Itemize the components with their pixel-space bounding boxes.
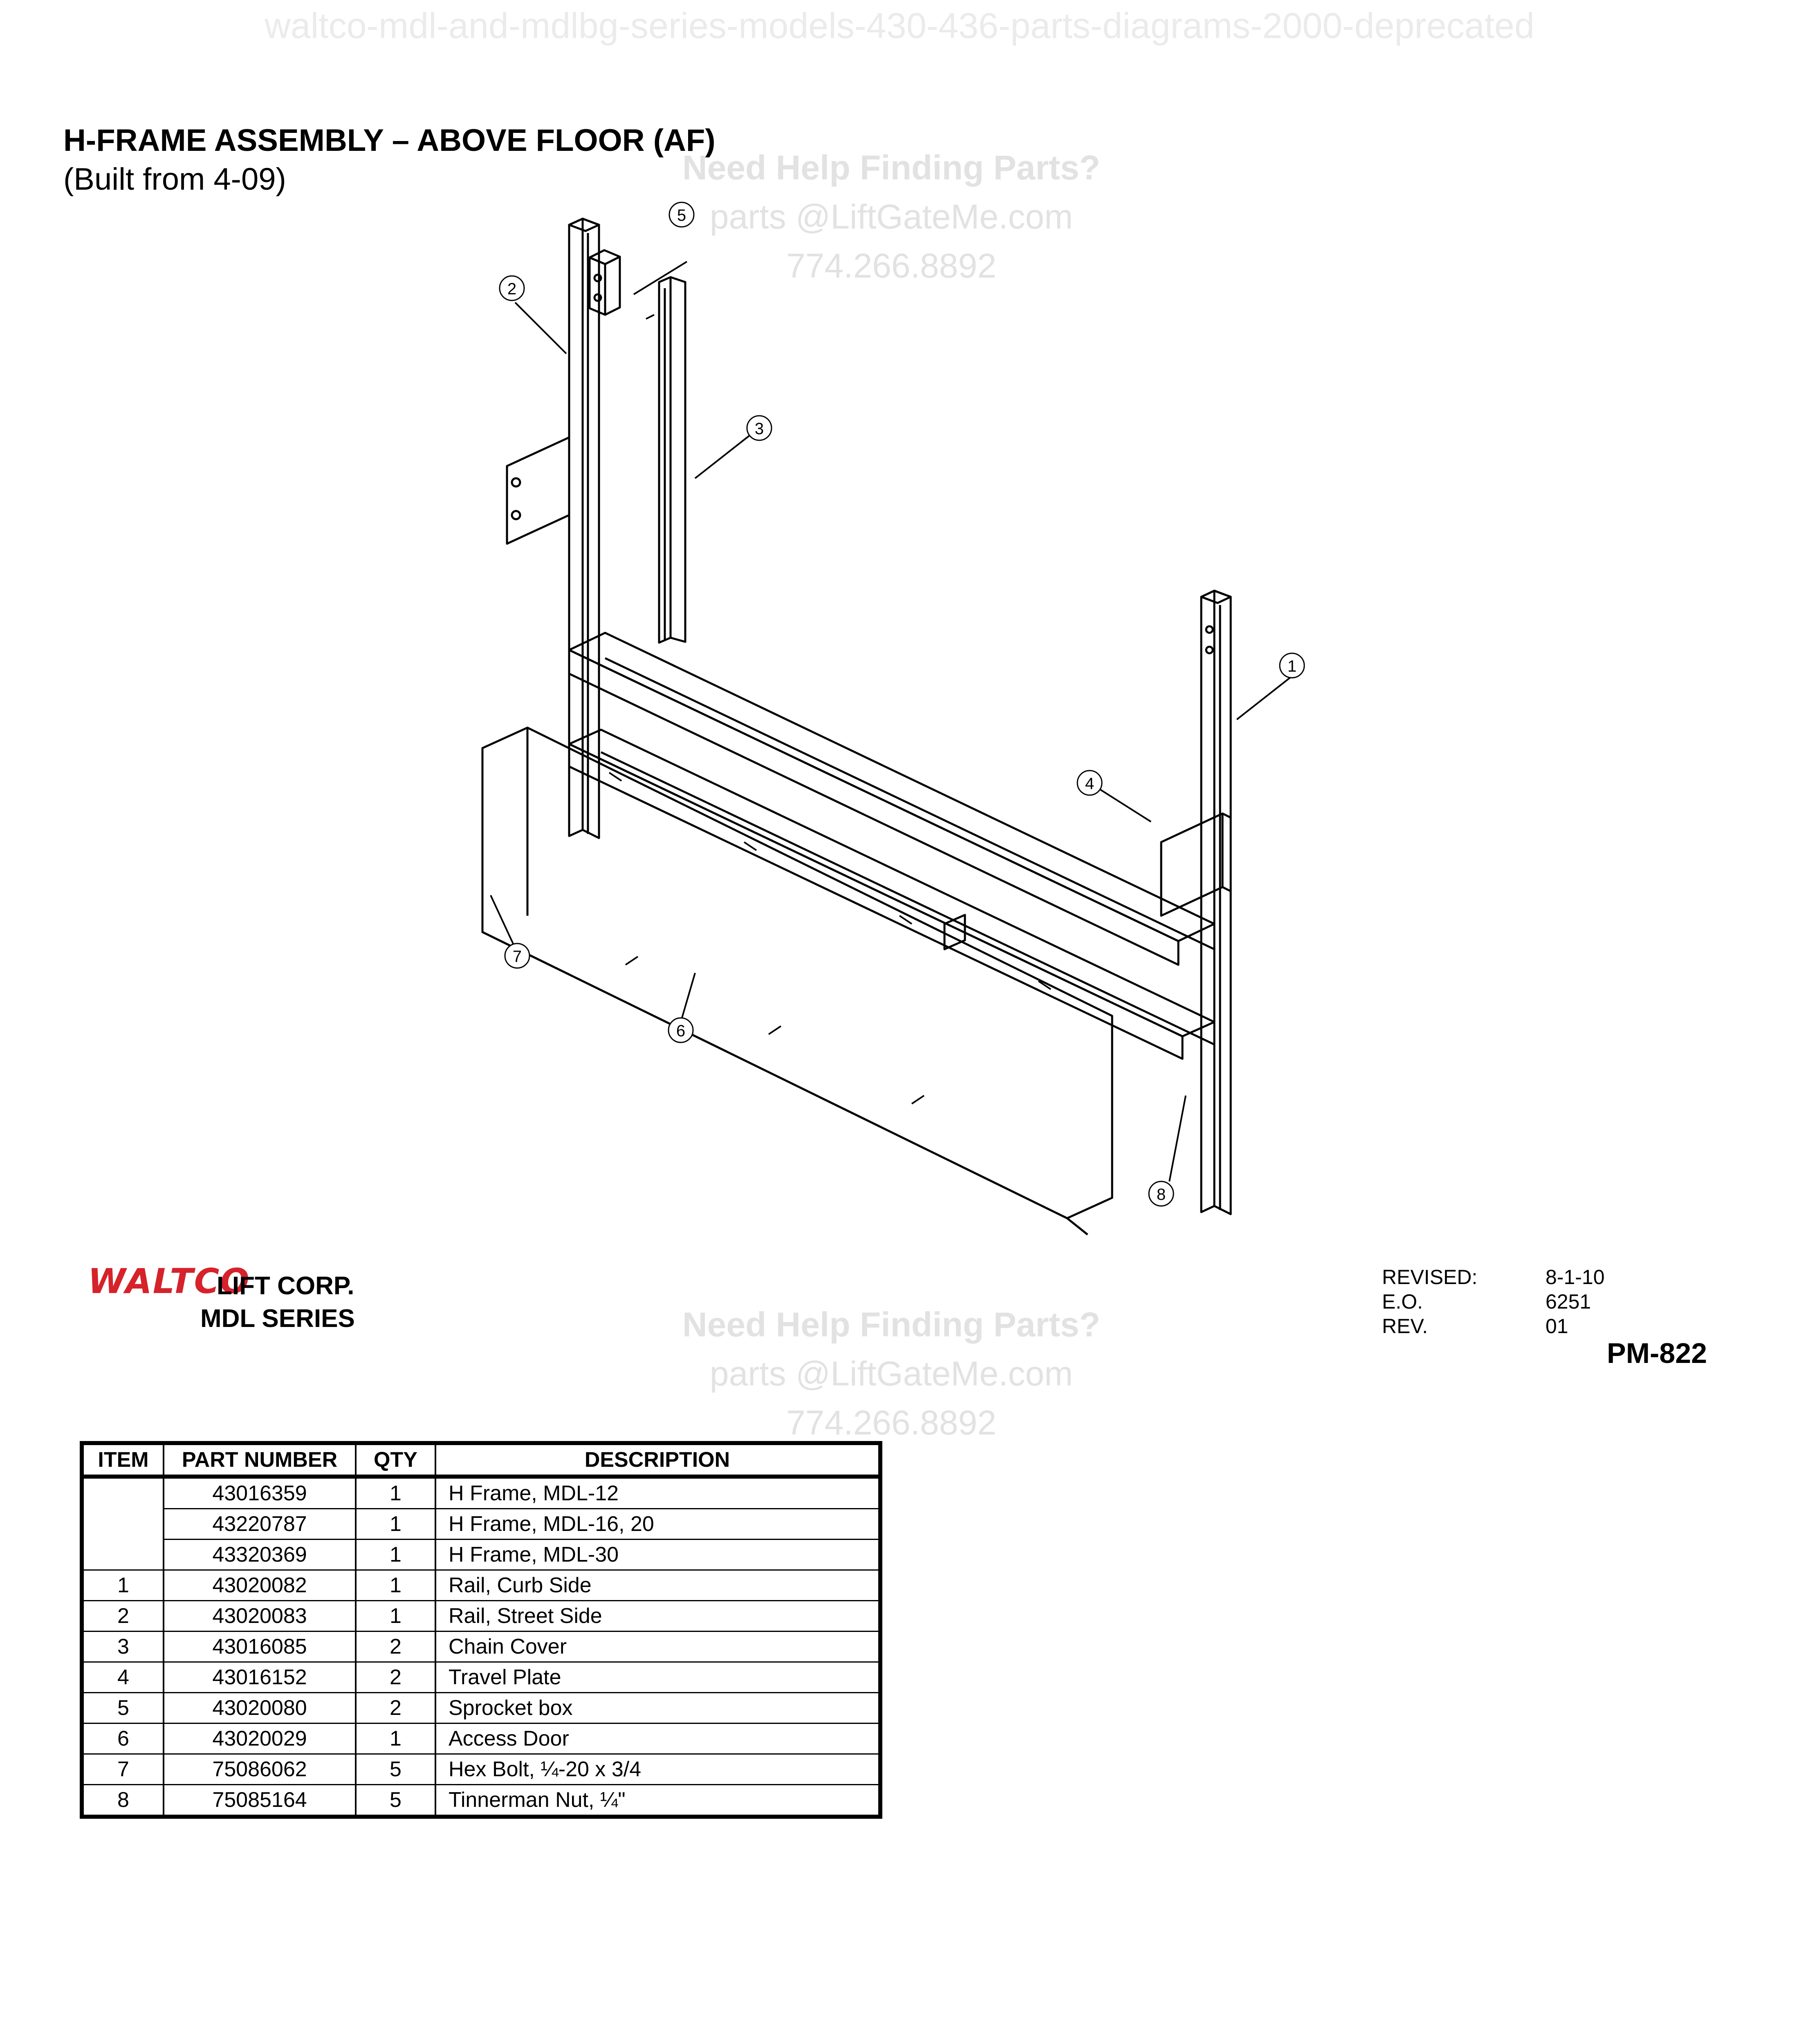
watermark-title: waltco-mdl-and-mdlbg-series-models-430-436-parts-diagrams-2000-deprecated (265, 5, 1534, 46)
brand-corp: LIFT CORP. (217, 1272, 354, 1300)
leader-lines (491, 262, 1294, 1181)
header-qty: QTY (356, 1443, 435, 1477)
rev-value: 01 (1546, 1315, 1568, 1338)
callout-label-3: 3 (754, 420, 764, 438)
table-row (82, 1662, 880, 1693)
cell-part-number: 43016359 (164, 1477, 356, 1509)
brand-series: MDL SERIES (200, 1304, 355, 1333)
table-header-row (82, 1443, 880, 1477)
table-row (82, 1540, 880, 1570)
table-row (82, 1632, 880, 1662)
callout-label-1: 1 (1287, 657, 1297, 675)
cell-description: Rail, Street Side (435, 1601, 880, 1632)
table-row (82, 1724, 880, 1754)
cell-part-number: 43016085 (164, 1632, 356, 1662)
cell-item (82, 1509, 164, 1540)
sprocket-box (590, 250, 620, 315)
callout-3 (747, 416, 772, 440)
eo-value: 6251 (1546, 1290, 1591, 1313)
travel-plate-street (507, 437, 569, 544)
header-item: ITEM (82, 1443, 164, 1477)
callout-2 (500, 276, 524, 300)
callout-7 (505, 944, 529, 968)
callout-8 (1149, 1181, 1173, 1206)
cell-part-number: 75086062 (164, 1754, 356, 1785)
callout-label-4: 4 (1085, 775, 1095, 793)
cell-item: 1 (82, 1570, 164, 1601)
cell-description: Sprocket box (435, 1693, 880, 1724)
help-heading: Need Help Finding Parts? (682, 148, 1101, 187)
cell-part-number: 43016152 (164, 1662, 356, 1693)
upper-cross-member (569, 633, 1214, 965)
table-row (82, 1601, 880, 1632)
help-email: parts @LiftGateMe.com (709, 1354, 1073, 1393)
cell-item: 2 (82, 1601, 164, 1632)
cell-qty: 1 (356, 1601, 435, 1632)
cell-description: Travel Plate (435, 1662, 880, 1693)
cell-item: 8 (82, 1785, 164, 1817)
cell-description: Access Door (435, 1724, 880, 1754)
table-row (82, 1509, 880, 1540)
cell-item: 5 (82, 1693, 164, 1724)
waltco-logo: WALTCO (88, 1261, 250, 1301)
callout-6 (668, 1018, 693, 1042)
cell-description: Hex Bolt, ¼-20 x 3/4 (435, 1754, 880, 1785)
cell-part-number: 43020082 (164, 1570, 356, 1601)
callout-label-2: 2 (507, 280, 517, 298)
cell-qty: 5 (356, 1754, 435, 1785)
cell-description: H Frame, MDL-12 (435, 1477, 880, 1509)
cell-description: Tinnerman Nut, ¼" (435, 1785, 880, 1817)
cell-part-number: 43020080 (164, 1693, 356, 1724)
cell-part-number: 43220787 (164, 1509, 356, 1540)
cell-item: 7 (82, 1754, 164, 1785)
header-part-number: PART NUMBER (164, 1443, 356, 1477)
parts-table (80, 1441, 882, 1819)
cell-part-number: 75085164 (164, 1785, 356, 1817)
cell-item (82, 1540, 164, 1570)
cell-qty: 1 (356, 1509, 435, 1540)
cell-part-number: 43020029 (164, 1724, 356, 1754)
callout-label-5: 5 (677, 206, 686, 224)
cell-qty: 2 (356, 1693, 435, 1724)
rev-label: REV. (1382, 1315, 1428, 1338)
cell-item: 6 (82, 1724, 164, 1754)
table-row (82, 1693, 880, 1724)
help-watermark-middle (613, 1300, 1169, 1447)
callout-label-6: 6 (676, 1022, 686, 1040)
curb-side-rail (1201, 591, 1231, 1214)
eo-label: E.O. (1382, 1290, 1423, 1313)
cell-description: Chain Cover (435, 1632, 880, 1662)
chain-cover (659, 277, 685, 643)
revised-value: 8-1-10 (1546, 1266, 1605, 1289)
cell-item: 3 (82, 1632, 164, 1662)
page-subtitle: (Built from 4-09) (63, 162, 286, 197)
cell-qty: 5 (356, 1785, 435, 1817)
cell-description: H Frame, MDL-16, 20 (435, 1509, 880, 1540)
callout-label-8: 8 (1156, 1186, 1166, 1204)
cell-qty: 1 (356, 1724, 435, 1754)
cell-qty: 1 (356, 1477, 435, 1509)
callout-5 (669, 202, 694, 227)
cell-qty: 2 (356, 1662, 435, 1693)
help-phone: 774.266.8892 (786, 1403, 996, 1442)
table-row (82, 1477, 880, 1509)
callout-1 (1280, 653, 1304, 678)
callout-label-7: 7 (512, 948, 522, 966)
revised-label: REVISED: (1382, 1266, 1478, 1289)
cell-part-number: 43020083 (164, 1601, 356, 1632)
table-row (82, 1785, 880, 1817)
cell-description: H Frame, MDL-30 (435, 1540, 880, 1570)
cell-part-number: 43320369 (164, 1540, 356, 1570)
help-phone: 774.266.8892 (786, 247, 996, 285)
cell-item: 4 (82, 1662, 164, 1693)
table-row (82, 1754, 880, 1785)
page-code: PM-822 (1607, 1337, 1707, 1369)
lower-cross-member (569, 730, 1214, 1059)
page-title: H-FRAME ASSEMBLY – ABOVE FLOOR (AF) (63, 123, 716, 158)
cell-description: Rail, Curb Side (435, 1570, 880, 1601)
help-email: parts @LiftGateMe.com (709, 197, 1073, 236)
help-heading: Need Help Finding Parts? (682, 1305, 1101, 1344)
cell-qty: 1 (356, 1540, 435, 1570)
h-frame-diagram (409, 196, 1390, 1243)
table-row (82, 1570, 880, 1601)
fasteners (609, 315, 1051, 1104)
cell-qty: 2 (356, 1632, 435, 1662)
cell-qty: 1 (356, 1570, 435, 1601)
callout-4 (1077, 771, 1102, 795)
cell-item (82, 1477, 164, 1509)
header-description: DESCRIPTION (435, 1443, 880, 1477)
